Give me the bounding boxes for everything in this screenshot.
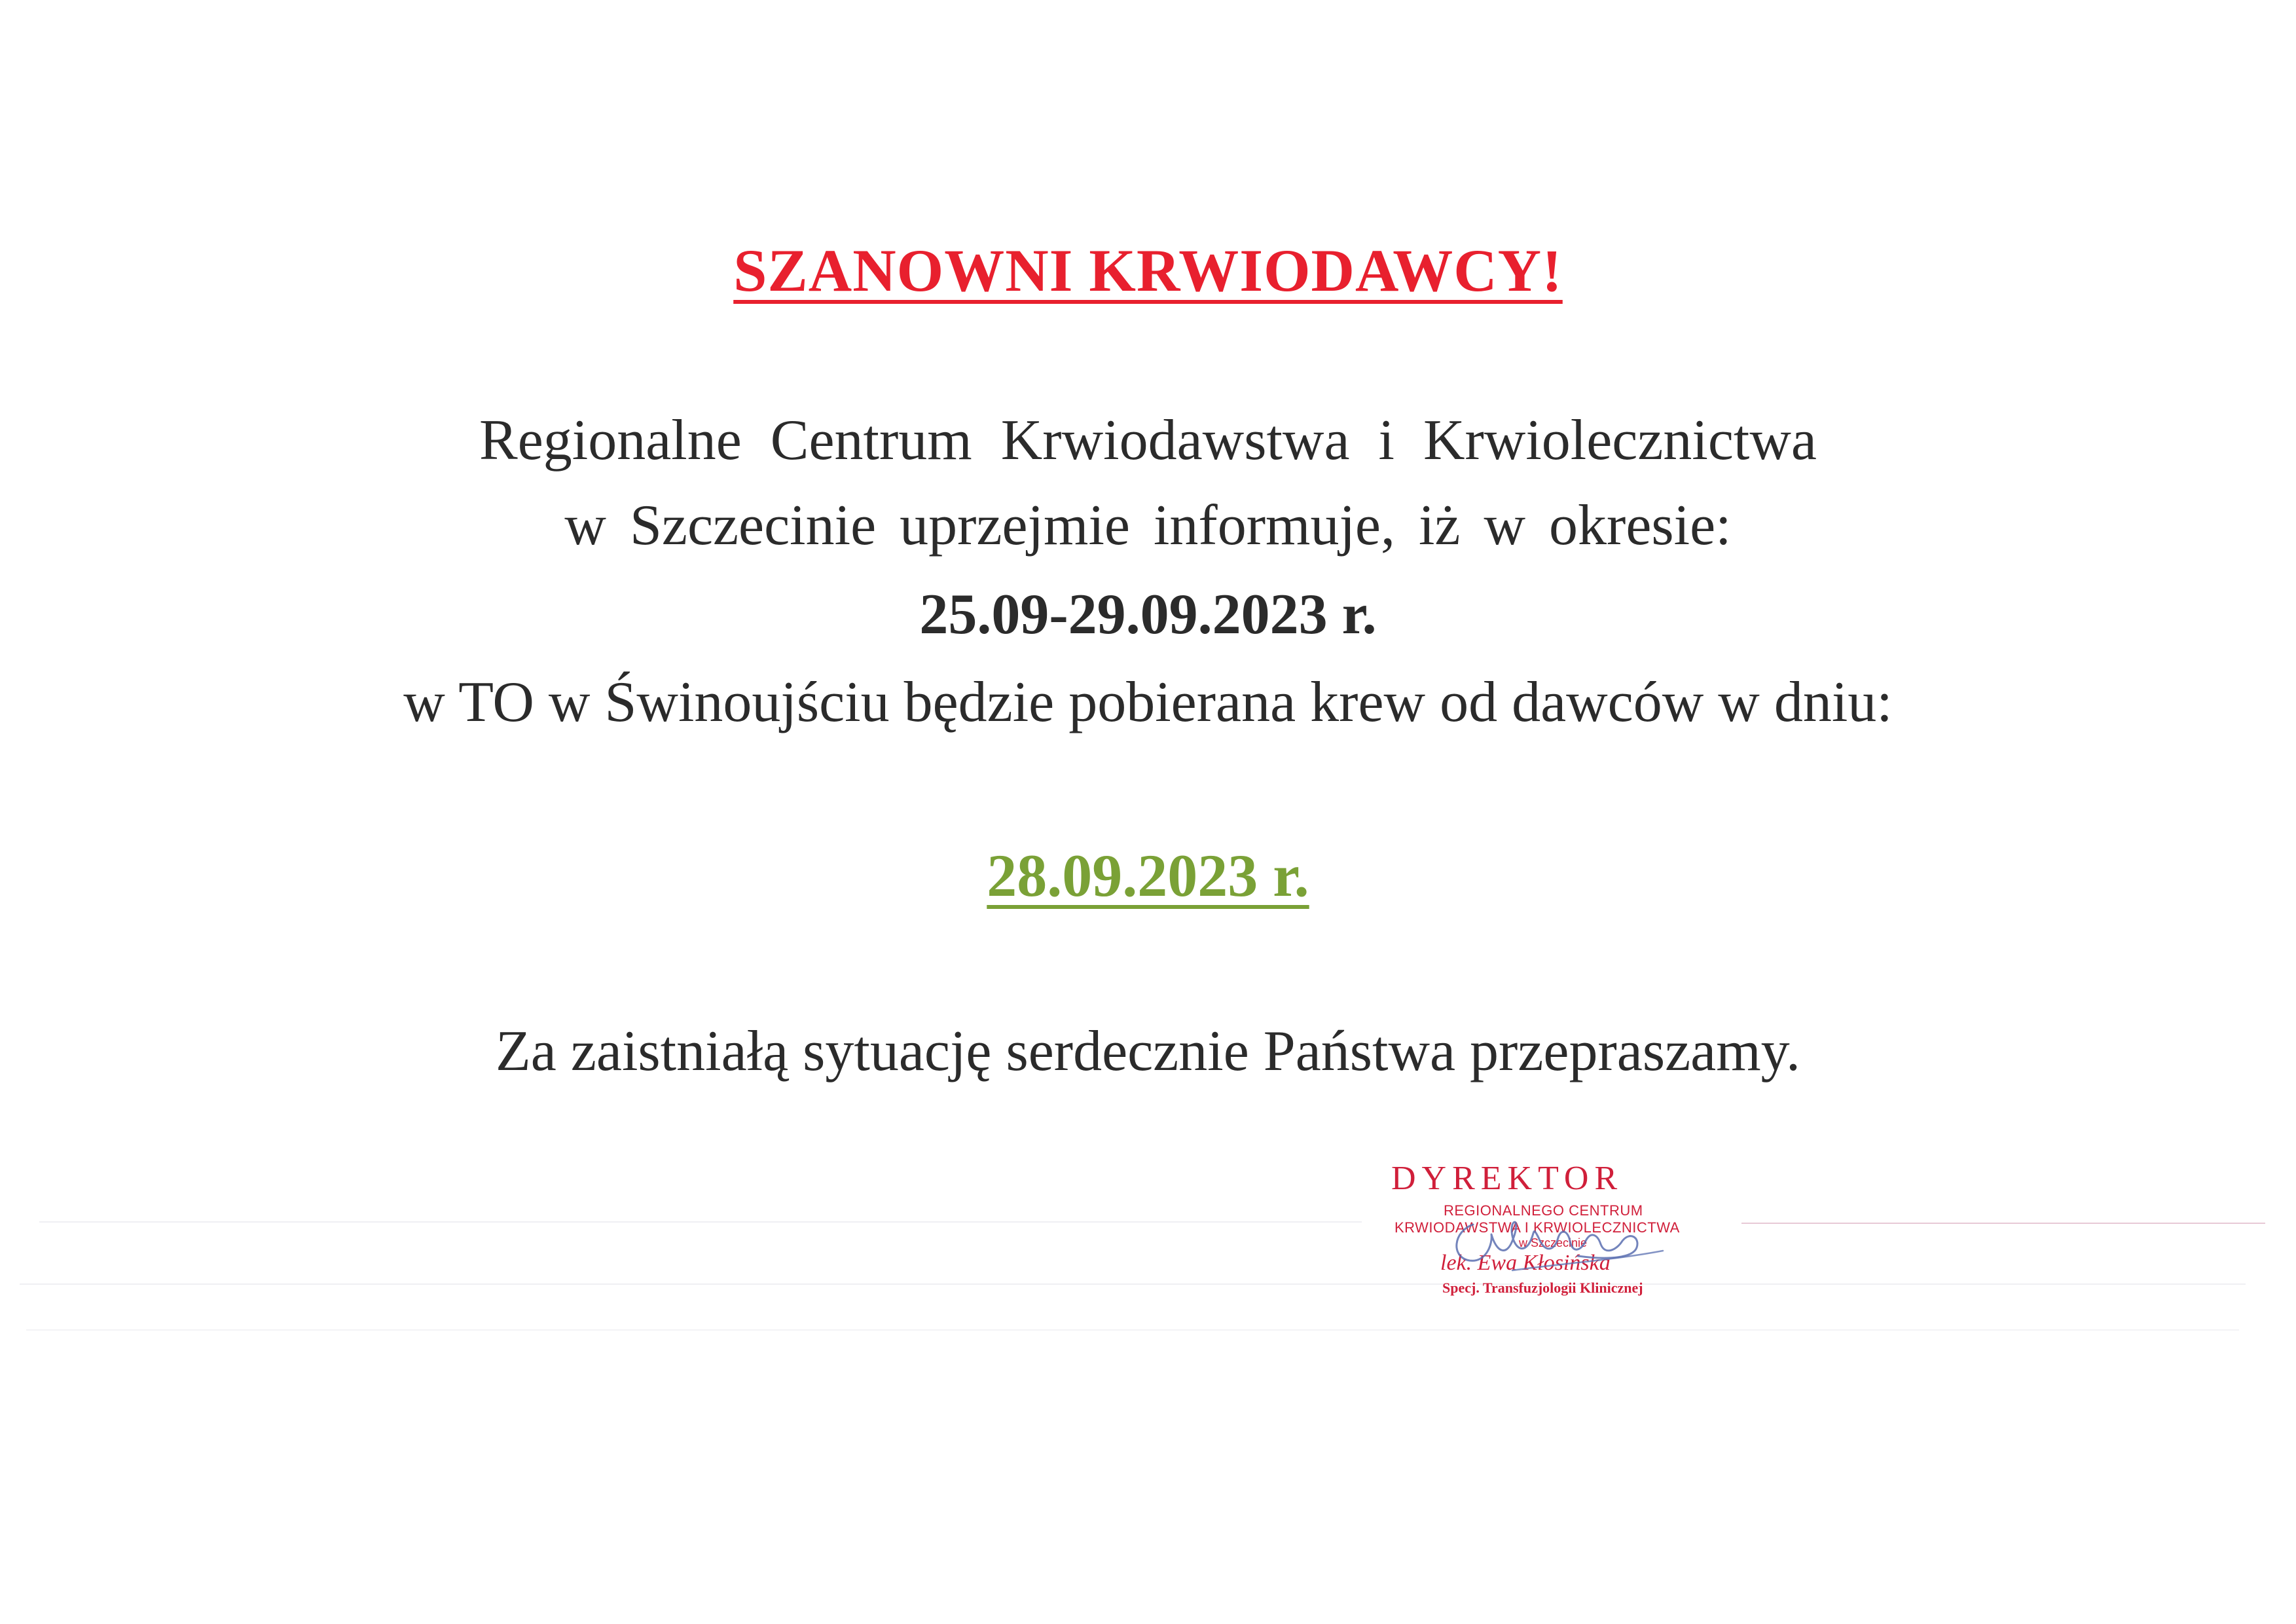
scan-artifact-line [39,1221,1362,1223]
stamp-director-specialty: Specj. Transfuzjologii Klinicznej [1442,1280,1643,1296]
notice-period: 25.09-29.09.2023 r. [919,583,1377,646]
scan-artifact-line [26,1329,2239,1331]
stamp-rule-line [1741,1223,2265,1224]
notice-line-informs: w Szczecinie uprzejmie informuje, iż w okresie: [564,494,1732,557]
stamp-institution-line2: KRWIODAWSTWA I KRWIOLECZNICTWA [1394,1219,1680,1236]
stamp-city: w Szczecinie [1519,1236,1588,1249]
notice-line-institution: Regionalne Centrum Krwiodawstwa i Krwiolecznictwa [479,409,1817,472]
notice-apology: Za zaistniałą sytuację serdecznie Państwa przepraszamy. [496,1020,1800,1083]
notice-collection-date: 28.09.2023 r. [987,842,1309,909]
stamp-institution-line1: REGIONALNEGO CENTRUM [1444,1202,1643,1219]
notice-title: SZANOWNI KRWIODAWCY! [733,237,1563,304]
scan-artifact-line [20,1283,2246,1285]
handwritten-signature [1414,1179,1689,1297]
stamp-director-name: lek. Ewa Kłosińska [1440,1251,1611,1275]
stamp-title: DYREKTOR [1391,1160,1624,1197]
notice-line-location: w TO w Świnoujściu będzie pobierana krew od dawców w dniu: [403,671,1893,734]
